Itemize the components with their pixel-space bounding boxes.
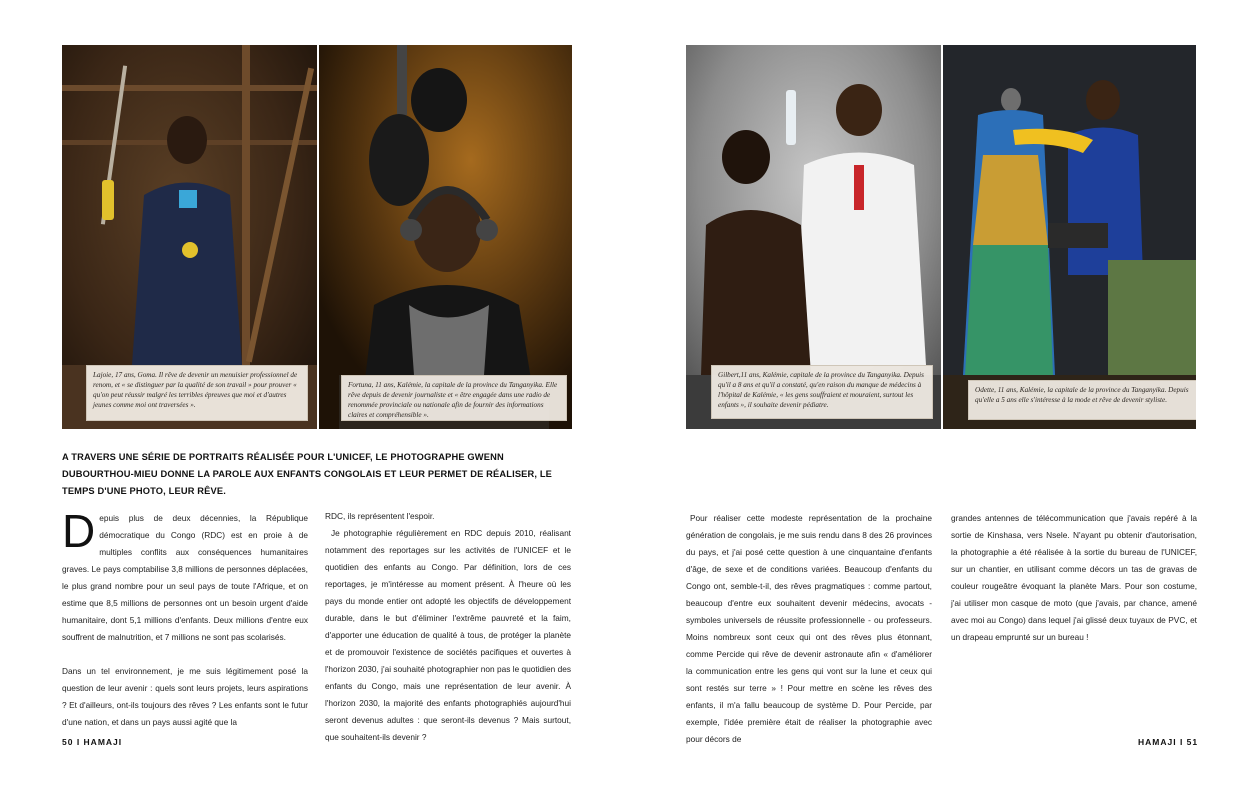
page-number-right: HAMAJI I 51 — [1138, 737, 1199, 747]
page-number-left: 50 I HAMAJI — [62, 737, 123, 747]
paragraph: grandes antennes de télécommunication que j'avais repéré à la sortie de Kinshasa, vers Nsele. N'ayant pu obtenir d'autorisation, la photographie a été réalisée à la sortie du bureau de l'UNICEF, sur un chantier, en utilisant comme décors un tas de gravas de couleur rougeâtre évoquant la planète Mars. Pour son costume, j'ai utiliser mon casque de moto (que j'avais, par chance, amené avec moi au Congo) dans lequel j'ai glissé deux tuyaux de PVC, et un drapeau emprunté sur un bureau ! — [951, 513, 1197, 642]
caption-fortuna: Fortuna, 11 ans, Kalémie, la capitale de la province du Tanganyika. Elle rêve depuis de devenir journaliste et « être engagée dans une radio de renommée provinciale ou nationale afin de fournir des informations claires et compréhensible ». — [341, 375, 567, 421]
article-headline: A TRAVERS UNE SÉRIE DE PORTRAITS RÉALISÉE POUR L'UNICEF, LE PHOTOGRAPHE GWENN DUBOURTHOU-MIEU DONNE LA PAROLE AUX ENFANTS CONGOLAIS ET LEUR PERMET DE RÉALISER, LE TEMPS D'UNE PHOTO, LEUR RÊVE. — [62, 452, 553, 496]
paragraph: Je photographie régulièrement en RDC depuis 2010, réalisant notamment des reportages sur les activités de l'UNICEF et le quotidien des enfants au Congo. Par définition, lors de ces reportages, je m'intéresse au moment présent. À l'heure où les pays du monde entier ont adopté les objectifs de développement durable, dans le but d'éliminer l'extrême pauvreté et la faim, d'apporter une éducation de qualité à tous, de protéger la planète et de promouvoir l'existence de sociétés pacifiques et ouvertes à l'horizon 2030, j'ai souhaité photographier non pas le quotidien des enfants du Congo, mais une représentation de leur avenir. À l'horizon 2030, la majorité des enfants photographiés aujourd'hui seront devenus adultes : que seront-ils devenus ? Mais surtout, que souhaitent-ils devenir ? — [325, 528, 571, 742]
radio-photo-image — [319, 45, 572, 429]
paragraph — [62, 505, 308, 646]
photo-lajoie — [62, 45, 317, 429]
paragraph: Dans un tel environnement, je me suis légitimement posé la question de leur avenir : quels sont leurs projets, leurs aspirations ? Et d'ailleurs, ont-ils toujours des rêves ? Les enfants sont le futur d'une nation, et dans un pays aussi agité que la — [62, 666, 308, 727]
photo-fortuna — [319, 45, 572, 429]
fashion-photo-image — [943, 45, 1196, 429]
paragraph: RDC, ils représentent l'espoir. — [325, 511, 435, 521]
caption-gilbert: Gilbert,11 ans, Kalémie, capitale de la province du Tanganyika. Depuis qu'il a 8 ans et qu'il a constaté, qu'en raison du manque de médecins à l'hôpital de Kalémie, « les gens souffraient et mouraient, surtout les enfants », il souhaite devenir pédiatre. — [711, 365, 933, 419]
drop-cap: D — [62, 505, 96, 557]
paragraph: Pour réaliser cette modeste représentation de la prochaine génération de congolais, je me suis rendu dans 8 des 26 provinces du pays, et j'ai posé cette question à une cinquantaine d'enfants d'âge, de sexe et de conditions variées. Beaucoup d'enfants du Congo ont, semble-t-il, des rêves pragmatiques : comme partout, beaucoup d'entre eux souhaitent devenir médecins, avocats - symboles universels de réussite professionnelle - ou professeurs. Moins nombreux sont ceux qui ont des rêves plus étonnant, comme Percide qui rêve de devenir astronaute afin « d'améliorer la communication entre les gens qui vont sur la lune et ceux qui sont restés sur terre » ! Pour mettre en scène les rêves des enfants, il m'a fallu beaucoup de système D. Pour Percide, par exemple, l'idée première était de réaliser la photographie avec pour décors de — [686, 513, 932, 744]
caption-lajoie: Lajoie, 17 ans, Goma. Il rêve de devenir un menuisier professionnel de renom, et « se distinguer par la qualité de son travail » pour prouver « qu'on peut réussir malgré les terribles épreuves que moi et d'autres jeunes comme moi ont traversées ». — [86, 365, 308, 421]
text-column-1 — [62, 505, 308, 748]
caption-odette: Odette, 11 ans, Kalémie, la capitale de la province du Tanganyika. Depuis qu'elle a 5 ans elle s'intéresse à la mode et rêve de devenir styliste. — [968, 380, 1196, 420]
text-column-4 — [951, 510, 1197, 663]
text-column-3 — [686, 510, 932, 765]
photo-gilbert — [686, 45, 941, 429]
text-column-2 — [325, 508, 571, 763]
photo-odette — [943, 45, 1196, 429]
paragraph-text: epuis plus de deux décennies, la République démocratique du Congo (RDC) est en proie à de multiples conflits aux conséquences humanitaires graves. Le pays comptabilise 3,8 millions de personnes déplacées, le plus grand nombre pour un seul pays de toute l'Afrique, et on estime que 8,5 millions de personnes ont un besoin urgent d'aide humanitaire, dont 5,1 millions d'enfants. Deux millions d'entre eux souffrent de malnutrition, et 7 millions ne sont pas scolarisés. — [62, 513, 308, 642]
